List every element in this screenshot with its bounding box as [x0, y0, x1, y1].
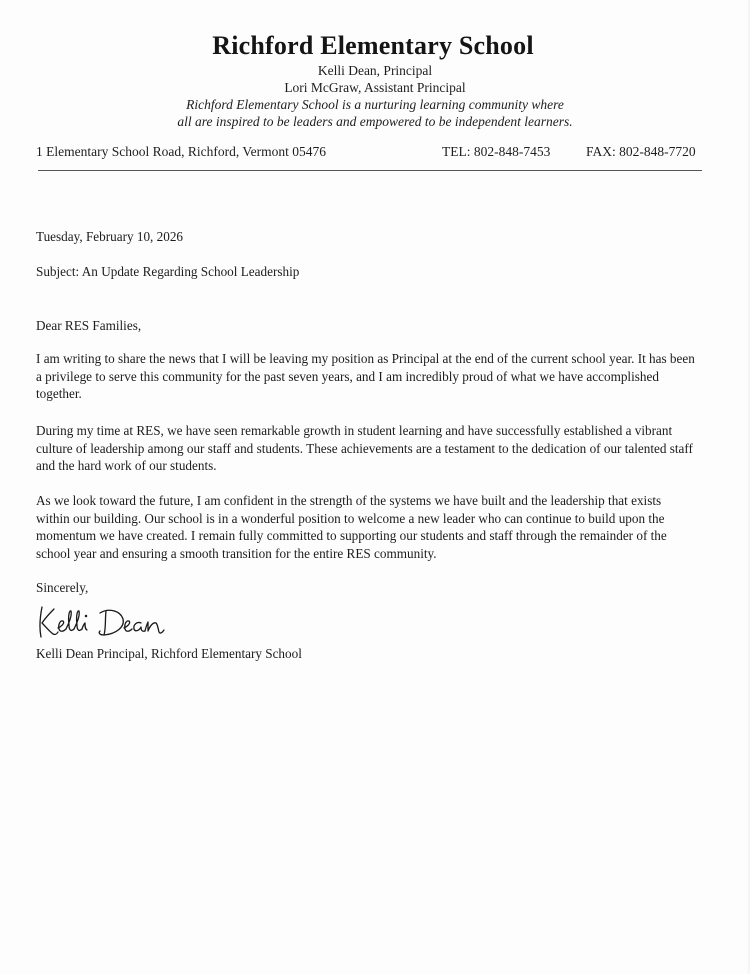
- principal-name: Kelli Dean, Principal: [317, 63, 433, 78]
- handwritten-signature: [34, 601, 184, 643]
- school-telephone: TEL: 802-848-7453: [442, 144, 551, 159]
- letter-salutation: Dear RES Families,: [36, 318, 142, 333]
- assistant-principal-name: Lori McGraw, Assistant Principal: [284, 80, 466, 95]
- letter-date: Tuesday, February 10, 2026: [36, 229, 184, 244]
- school-fax: FAX: 802-848-7720: [586, 144, 696, 159]
- scan-edge-shadow: [746, 0, 750, 974]
- school-motto-line-2: all are inspired to be leaders and empowered to be independent learners.: [177, 114, 573, 129]
- contact-row: [36, 143, 702, 161]
- letter-subject: Subject: An Update Regarding School Leadership: [36, 264, 300, 279]
- letter-closing: Sincerely,: [36, 580, 89, 595]
- letterhead: [0, 30, 750, 130]
- letter-paragraph-3: As we look toward the future, I am confident in the strength of the systems we have built and the leadership that exists within our building. Our school is in a wonderful position to welcome a new leader who can continue to build upon the momentum we have created. I remain fully committed to supporting our students and staff through the remainder of the school year and ensuring a smooth transition for the entire RES community.: [36, 493, 667, 561]
- signature-image: [34, 601, 184, 643]
- school-address: 1 Elementary School Road, Richford, Vermont 05476: [36, 144, 326, 159]
- letter-paragraph-2: During my time at RES, we have seen remarkable growth in student learning and have successfully established a vibrant culture of leadership among our staff and students. These achievements are a testament to the dedication of our talented staff and the hard work of our students.: [36, 423, 693, 473]
- letter-paragraph-1: I am writing to share the news that I will be leaving my position as Principal at the end of the current school year. It has been a privilege to serve this community for the past seven years, and I am incredibly proud of what we have accomplished together.: [36, 351, 695, 401]
- signer-name-title: Kelli Dean Principal, Richford Elementary School: [36, 646, 302, 661]
- letterhead-divider: [38, 170, 702, 171]
- school-motto-line-1: Richford Elementary School is a nurturing learning community where: [186, 97, 564, 112]
- school-name: Richford Elementary School: [212, 31, 534, 60]
